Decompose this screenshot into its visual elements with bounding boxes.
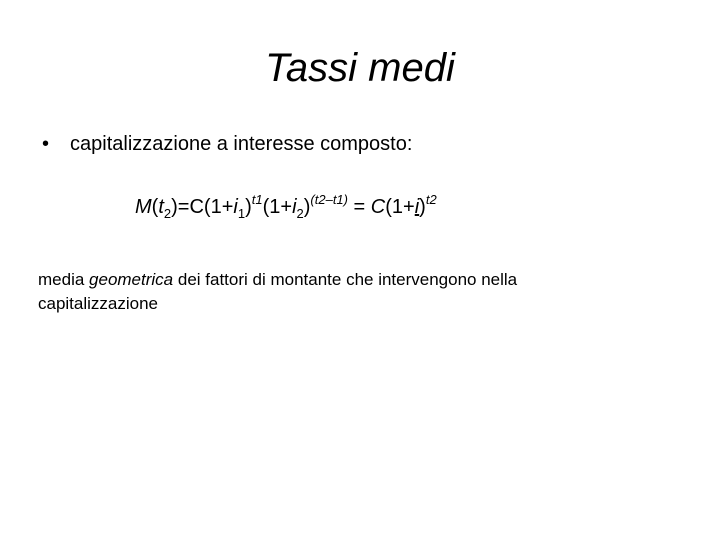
formula-sub-1: 1 xyxy=(237,206,246,221)
formula-eq-c: )=C(1+ xyxy=(171,196,234,218)
formula-C: C xyxy=(370,196,386,218)
formula-i2: i xyxy=(292,196,297,218)
formula-sub-2: 2 xyxy=(163,206,172,221)
formula-open3: (1+ xyxy=(385,196,415,218)
formula-sub-2b: 2 xyxy=(296,206,304,221)
formula-mid: (1+ xyxy=(262,196,293,218)
formula-exp-t1: t1 xyxy=(251,192,263,207)
formula-t: t xyxy=(158,196,164,218)
bullet-text: capitalizzazione a interesse composto: xyxy=(70,133,413,155)
note-part2: dei fattori di montante che intervengono nella capitalizzazione xyxy=(38,270,518,313)
note-emphasis: geometrica xyxy=(89,270,174,289)
note-part1: media xyxy=(38,270,90,289)
formula-open1: ( xyxy=(151,196,159,218)
formula xyxy=(135,192,437,222)
formula-close3: ) xyxy=(419,196,426,218)
bullet-icon: • xyxy=(42,133,50,155)
formula-exp-t2: t2 xyxy=(425,192,437,207)
formula-M: M xyxy=(135,196,152,218)
bullet-item xyxy=(42,131,412,157)
formula-close2: ) xyxy=(303,196,311,218)
formula-i-mean: i xyxy=(414,196,420,218)
formula-i1: i xyxy=(233,196,238,218)
note-text xyxy=(38,268,638,316)
formula-exp-t2-t1: (t2–t1) xyxy=(310,192,348,207)
slide-title: Tassi medi xyxy=(265,46,455,90)
formula-close1: ) xyxy=(245,196,252,218)
formula-equals: = xyxy=(348,196,371,218)
